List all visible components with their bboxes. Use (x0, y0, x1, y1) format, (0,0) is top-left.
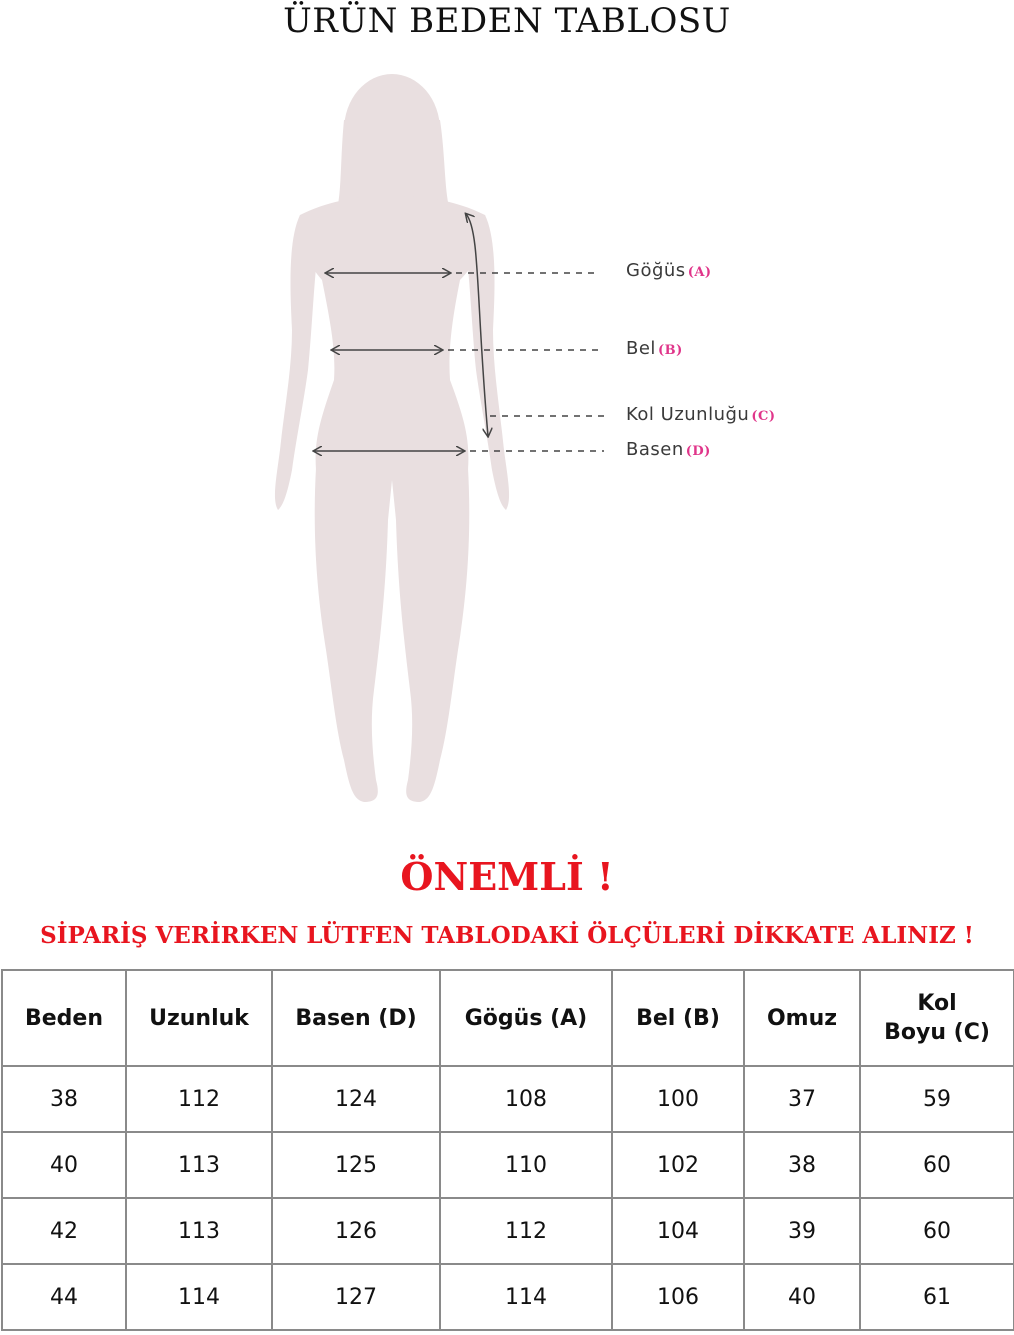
table-cell: 61 (860, 1264, 1014, 1330)
table-cell: 113 (126, 1132, 272, 1198)
hip-label-code: (D) (685, 444, 711, 459)
chest-label-code: (A) (687, 265, 712, 280)
table-cell: 100 (612, 1066, 744, 1132)
table-cell: 113 (126, 1198, 272, 1264)
header-omuz: Omuz (744, 970, 860, 1066)
table-cell: 40 (2, 1132, 126, 1198)
table-cell: 108 (440, 1066, 612, 1132)
woman-silhouette-figure (0, 60, 1014, 820)
header-kol-boyu-line1: Kol (917, 991, 957, 1016)
order-notice: SİPARİŞ VERİRKEN LÜTFEN TABLODAKİ ÖLÇÜLERİ DİKKATE ALINIZ ! (40, 922, 974, 949)
table-cell: 38 (744, 1132, 860, 1198)
table-cell: 102 (612, 1132, 744, 1198)
hip-label (626, 439, 711, 460)
silhouette (275, 74, 509, 802)
table-cell: 127 (272, 1264, 440, 1330)
table-cell: 42 (2, 1198, 126, 1264)
table-cell: 114 (440, 1264, 612, 1330)
table-row (2, 1264, 1014, 1330)
waist-label-code: (B) (657, 343, 683, 358)
important-heading: ÖNEMLİ ! (400, 854, 614, 899)
chest-label-text: Göğüs (626, 260, 686, 281)
table-header-row (2, 970, 1014, 1066)
table-cell: 125 (272, 1132, 440, 1198)
page-title: ÜRÜN BEDEN TABLOSU (283, 1, 731, 41)
waist-label (626, 338, 683, 359)
table-cell: 110 (440, 1132, 612, 1198)
table-cell: 44 (2, 1264, 126, 1330)
table-cell: 104 (612, 1198, 744, 1264)
header-kol-boyu-line2: Boyu (C) (884, 1020, 990, 1045)
table-cell: 112 (440, 1198, 612, 1264)
table-cell: 60 (860, 1198, 1014, 1264)
table-cell: 39 (744, 1198, 860, 1264)
arm-length-label (626, 404, 775, 425)
waist-label-text: Bel (626, 338, 656, 359)
table-row (2, 1132, 1014, 1198)
table-row (2, 1066, 1014, 1132)
header-basen: Basen (D) (272, 970, 440, 1066)
hip-label-text: Basen (626, 439, 684, 460)
table-cell: 60 (860, 1132, 1014, 1198)
header-kol-boyu (860, 970, 1014, 1066)
header-uzunluk: Uzunluk (126, 970, 272, 1066)
header-beden: Beden (2, 970, 126, 1066)
table-cell: 106 (612, 1264, 744, 1330)
header-bel: Bel (B) (612, 970, 744, 1066)
table-cell: 112 (126, 1066, 272, 1132)
header-gogus: Gögüs (A) (440, 970, 612, 1066)
table-cell: 124 (272, 1066, 440, 1132)
table-cell: 126 (272, 1198, 440, 1264)
table-cell: 38 (2, 1066, 126, 1132)
arm-length-label-code: (C) (751, 409, 776, 424)
table-row (2, 1198, 1014, 1264)
arm-length-label-text: Kol Uzunluğu (626, 404, 750, 425)
table-cell: 114 (126, 1264, 272, 1330)
table-cell: 40 (744, 1264, 860, 1330)
chest-label (626, 260, 712, 281)
body-measurement-diagram (0, 60, 1014, 820)
table-cell: 59 (860, 1066, 1014, 1132)
size-table (1, 969, 1014, 1331)
table-cell: 37 (744, 1066, 860, 1132)
